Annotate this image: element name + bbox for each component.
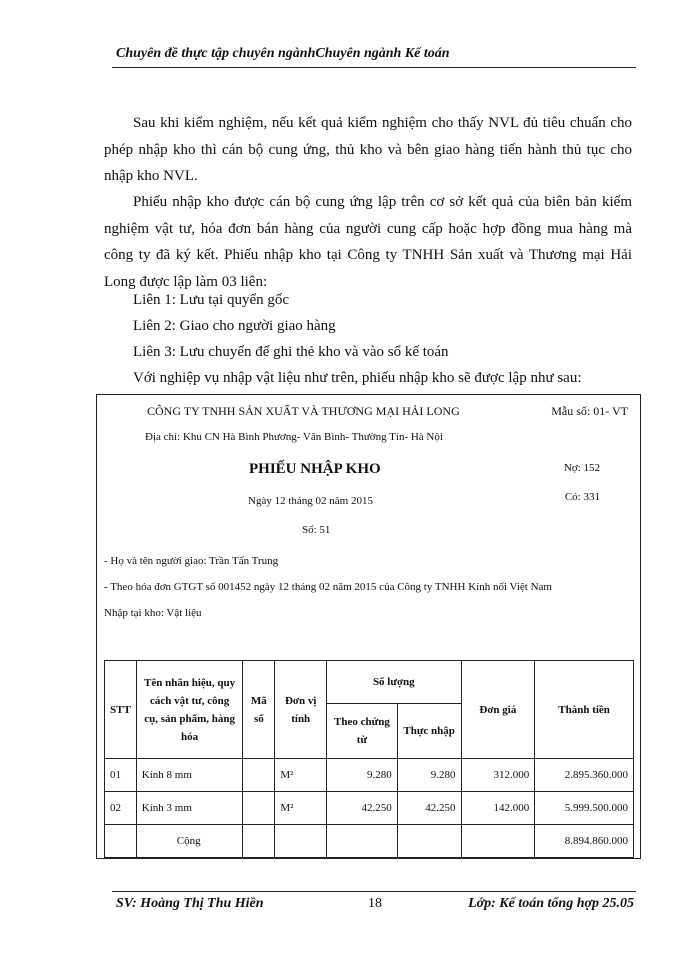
debit-account: Nợ: 152	[563, 462, 600, 474]
row-qty-doc: 42.250	[327, 792, 398, 825]
col-unit: Đơn vị tính	[275, 661, 327, 759]
receipt-date: Ngày 12 tháng 02 năm 2015	[248, 495, 373, 507]
col-qty-doc: Theo chứng từ	[327, 704, 398, 759]
row-price: 312.000	[461, 759, 535, 792]
col-quantity: Số lượng	[327, 661, 461, 704]
warehouse-receipt	[96, 394, 641, 859]
header-rule	[112, 67, 636, 68]
row-price: 142.000	[461, 792, 535, 825]
receipt-title: PHIẾU NHẬP KHO	[249, 461, 381, 477]
deliverer-name: - Họ và tên người giao: Trần Tấn Trung	[104, 555, 279, 567]
row-qty-doc: 9.280	[327, 759, 398, 792]
footer-student: SV: Hoàng Thị Thu Hiền	[116, 896, 264, 911]
row-amount: 2.895.360.000	[535, 759, 634, 792]
lien-3-text: Liên 3: Lưu chuyển để ghi thẻ kho và vào sổ kế toán	[133, 344, 449, 360]
row-name: Kính 3 mm	[136, 792, 243, 825]
row-amount: 5.999.500.000	[535, 792, 634, 825]
col-name: Tên nhãn hiệu, quy cách vật tư, công cụ, sản phẩm, hàng hóa	[136, 661, 243, 759]
intro-text: Với nghiệp vụ nhập vật liệu như trên, phiếu nhập kho sẽ được lập như sau:	[133, 370, 582, 386]
footer-rule	[112, 891, 636, 892]
credit-account: Có: 331	[564, 491, 600, 503]
row-qty-actual: 42.250	[397, 792, 461, 825]
total-amount: 8.894.860.000	[535, 825, 634, 858]
col-price: Đơn giá	[461, 661, 535, 759]
footer-page-number: 18	[368, 896, 382, 911]
table-row	[105, 792, 634, 825]
col-amount: Thành tiền	[535, 661, 634, 759]
col-code: Mã số	[243, 661, 275, 759]
row-code	[243, 759, 275, 792]
row-qty-actual: 9.280	[397, 759, 461, 792]
row-unit: M²	[275, 792, 327, 825]
total-row	[105, 825, 634, 858]
row-code	[243, 792, 275, 825]
table-row	[105, 759, 634, 792]
page-header-title: Chuyên đề thực tập chuyên ngànhChuyên ngành Kế toán	[116, 46, 450, 61]
footer-class: Lớp: Kế toán tổng hợp 25.05	[468, 896, 634, 911]
row-stt: 01	[105, 759, 137, 792]
row-unit: M²	[275, 759, 327, 792]
invoice-reference: - Theo hóa đơn GTGT số 001452 ngày 12 tháng 02 năm 2015 của Công ty TNHH Kính nổi Việt Nam	[104, 581, 552, 593]
row-stt: 02	[105, 792, 137, 825]
lien-1-text: Liên 1: Lưu tại quyển gốc	[133, 292, 290, 308]
col-stt: STT	[105, 661, 137, 759]
warehouse-location: Nhập tại kho: Vật liệu	[104, 607, 202, 619]
total-label: Cộng	[136, 825, 243, 858]
items-table	[104, 660, 634, 858]
row-name: Kính 8 mm	[136, 759, 243, 792]
form-number: Mẫu số: 01- VT	[551, 404, 628, 418]
lien-2-text: Liên 2: Giao cho người giao hàng	[133, 318, 336, 334]
receipt-number: Số: 51	[302, 524, 331, 536]
col-qty-actual: Thực nhập	[397, 704, 461, 759]
paragraph-2: Phiếu nhập kho được cán bộ cung ứng lập trên cơ sở kết quả của biên bản kiểm nghiệm vật tư, hóa đơn bán hàng của người cung cấp hoặc hợp đồng mua hàng mà công ty đã ký kết. Phiếu nhập kho tại Công ty TNHH Sản xuất và Thương mại Hải Long được lập làm 03 liên:	[104, 194, 632, 290]
paragraph-1: Sau khi kiểm nghiệm, nếu kết quả kiểm nghiệm cho thấy NVL đủ tiêu chuẩn cho phép nhập kho thì cán bộ cung ứng, thủ kho và bên giao hàng tiến hành thủ tục cho nhập kho NVL.	[104, 115, 632, 184]
company-name: CÔNG TY TNHH SẢN XUẤT VÀ THƯƠNG MẠI HẢI LONG	[147, 404, 460, 418]
company-address: Địa chỉ: Khu CN Hà Bình Phương- Văn Bình- Thường Tín- Hà Nội	[145, 431, 443, 443]
